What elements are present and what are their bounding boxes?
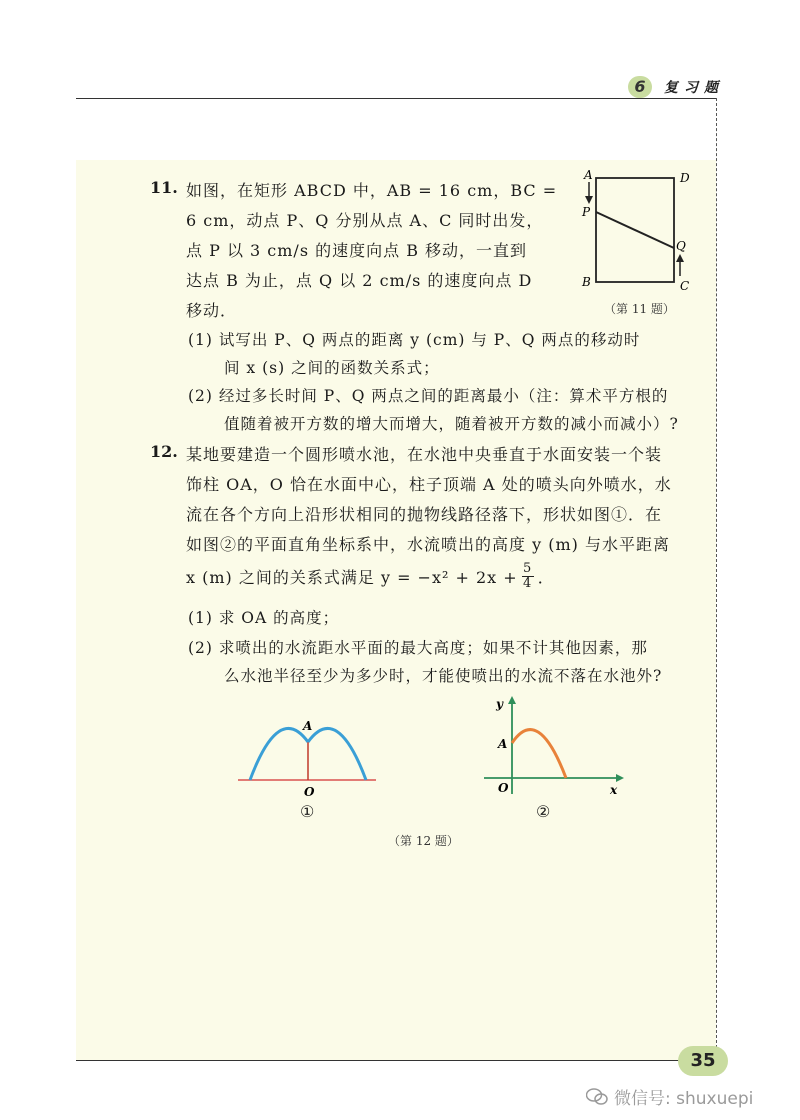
q12-line-1: 某地要建造一个圆形喷水池，在水池中央垂直于水面安装一个装	[186, 445, 663, 464]
q12-formula-line	[186, 562, 555, 591]
q12-formula-lead: x (m) 之间的关系式满足 y = −x² + 2x +	[186, 568, 518, 587]
fig2-label-x: x	[610, 783, 618, 797]
q11-sub1-line-2: 间 x (s) 之间的函数关系式；	[224, 359, 440, 377]
watermark-text: 微信号: shuxuepi	[614, 1089, 754, 1109]
fig1-label-a: A	[303, 719, 313, 733]
y-axis-arrow	[508, 696, 516, 704]
q11-number: 11.	[150, 178, 178, 197]
q11-sub1-line-1: (1) 试写出 P、Q 两点的距离 y (cm) 与 P、Q 两点的移动时	[188, 331, 641, 349]
page-header	[0, 74, 800, 102]
q12-sub2-line-1: (2) 求喷出的水流距水平面的最大高度；如果不计其他因素，那	[188, 639, 648, 657]
q11-line-1: 如图，在矩形 ABCD 中，AB = 16 cm，BC =	[186, 181, 558, 200]
header-rule	[76, 98, 716, 99]
q11-line-4: 达点 B 为止，点 Q 以 2 cm/s 的速度向点 D	[186, 271, 533, 290]
label-q: Q	[676, 239, 686, 253]
fig2-label-a: A	[498, 737, 508, 751]
wechat-icon	[586, 1088, 608, 1106]
fraction-denominator: 4	[523, 576, 533, 591]
page-number-badge: 35	[678, 1046, 728, 1076]
arrow-q-head	[676, 254, 684, 262]
footer-rule	[76, 1060, 716, 1061]
q11-line-3: 点 P 以 3 cm/s 的速度向点 B 移动，一直到	[186, 241, 528, 260]
content-panel	[76, 160, 716, 1060]
fig2-label-y: y	[496, 697, 503, 711]
label-d: D	[680, 171, 690, 185]
q12-figure-caption: （第 12 题）	[388, 834, 459, 848]
chapter-title: 复习题	[664, 80, 724, 96]
right-water-arc	[308, 728, 366, 780]
q11-line-2: 6 cm，动点 P、Q 分别从点 A、C 同时出发，	[186, 211, 544, 230]
q12-line-3: 流在各个方向上沿形状相同的抛物线路径落下，形状如图①．在	[186, 505, 663, 524]
q12-figure-2-tag: ②	[536, 802, 551, 821]
x-axis-arrow	[616, 774, 624, 782]
label-a: A	[584, 168, 593, 182]
q12-formula-tail: ．	[537, 568, 555, 587]
q12-number: 12.	[150, 442, 178, 461]
parabola-curve	[512, 730, 566, 778]
left-water-arc	[250, 728, 308, 780]
q12-figure-1-fountain	[236, 712, 380, 802]
q12-figure-1-tag: ①	[300, 802, 315, 821]
q11-line-5: 移动．	[186, 301, 238, 320]
arrow-p-head	[585, 196, 593, 204]
q12-sub2-line-2: 么水池半径至少为多少时，才能使喷出的水流不落在水池外?	[224, 667, 663, 685]
label-c: C	[680, 279, 690, 292]
q12-figure-2-graph	[478, 690, 628, 800]
fig2-label-o: O	[498, 781, 509, 795]
page-edge-dashed-line	[716, 98, 717, 1058]
fig1-label-o: O	[304, 785, 315, 799]
q12-fraction	[522, 562, 534, 591]
label-b: B	[582, 275, 591, 289]
watermark	[586, 1084, 753, 1109]
fraction-numerator: 5	[523, 561, 533, 576]
q12-line-2: 饰柱 OA，O 恰在水面中心，柱子顶端 A 处的喷头向外喷水，水	[186, 475, 672, 494]
segment-pq	[596, 212, 674, 248]
q11-rectangle-figure	[576, 166, 706, 292]
q12-line-4: 如图②的平面直角坐标系中，水流喷出的高度 y (m) 与水平距离	[186, 535, 670, 554]
q11-sub2-line-1: (2) 经过多长时间 P、Q 两点之间的距离最小（注：算术平方根的	[188, 387, 669, 405]
q11-figure-caption: （第 11 题）	[604, 302, 675, 316]
q11-sub2-line-2: 值随着被开方数的增大而增大，随着被开方数的减小而减小）?	[224, 415, 679, 433]
q12-sub1: (1) 求 OA 的高度；	[188, 609, 340, 627]
label-p: P	[582, 205, 591, 219]
chapter-number-badge: 6	[628, 76, 652, 98]
